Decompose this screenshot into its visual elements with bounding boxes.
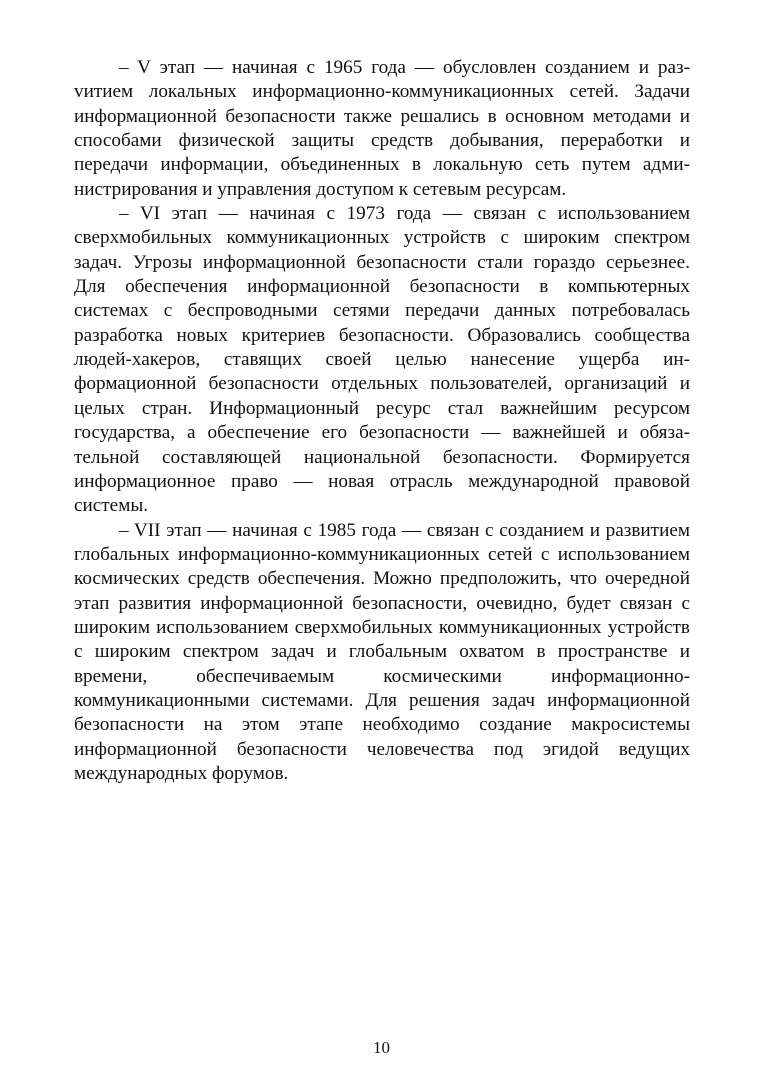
- page-body: [74, 56, 690, 786]
- paragraph-stage-5: – V этап — начиная с 1965 года — обусловлен созданием и разvитием локальных информационно-коммуникационных сетей. Задачи информационной безопасности также решались в основном методами и способами физической защиты средств добывания, переработки и передачи информации, объединенных в локальную сеть путем администрирования и управления доступом к сетевым ресурсам.: [74, 57, 690, 200]
- page-number: 10: [373, 1038, 390, 1057]
- paragraph-stage-6: – VI этап — начиная с 1973 года — связан с использованием сверхмобильных коммуникационных устройств с широким спектром задач. Угрозы информационной безопасности стали гораздо серьезнее. Для обеспечения информационной безопасности в компьютерных системах с беспроводными сетями передачи данных потребовалась разработка новых критериев безопасности. Образовались сообщества людей-хакеров, ставящих своей целью нанесение ущерба информационной безопасности отдельных пользователей, организаций и целых стран. Информационный ресурс стал важнейшим ресурсом государства, а обеспечение его безопасности — важнейшей и обязательной составляющей национальной безопасности. Формируется информационное право — новая отрасль международной правовой системы.: [74, 203, 690, 517]
- paragraph-stage-7: – VII этап — начиная с 1985 года — связан с созданием и развитием глобальных информационно-коммуникационных сетей с использованием космических средств обеспечения. Можно предположить, что очередной этап развития информационной безопасности, очевидно, будет связан с широким использованием сверхмобильных коммуникационных устройств с широким спектром задач и глобальным охватом в пространстве и времени, обеспечиваемым космическими информационно-коммуникационными системами. Для решения задач информационной безопасности на этом этапе необходимо создание макросистемы информационной безопасности человечества под эгидой ведущих международных форумов.: [74, 519, 690, 784]
